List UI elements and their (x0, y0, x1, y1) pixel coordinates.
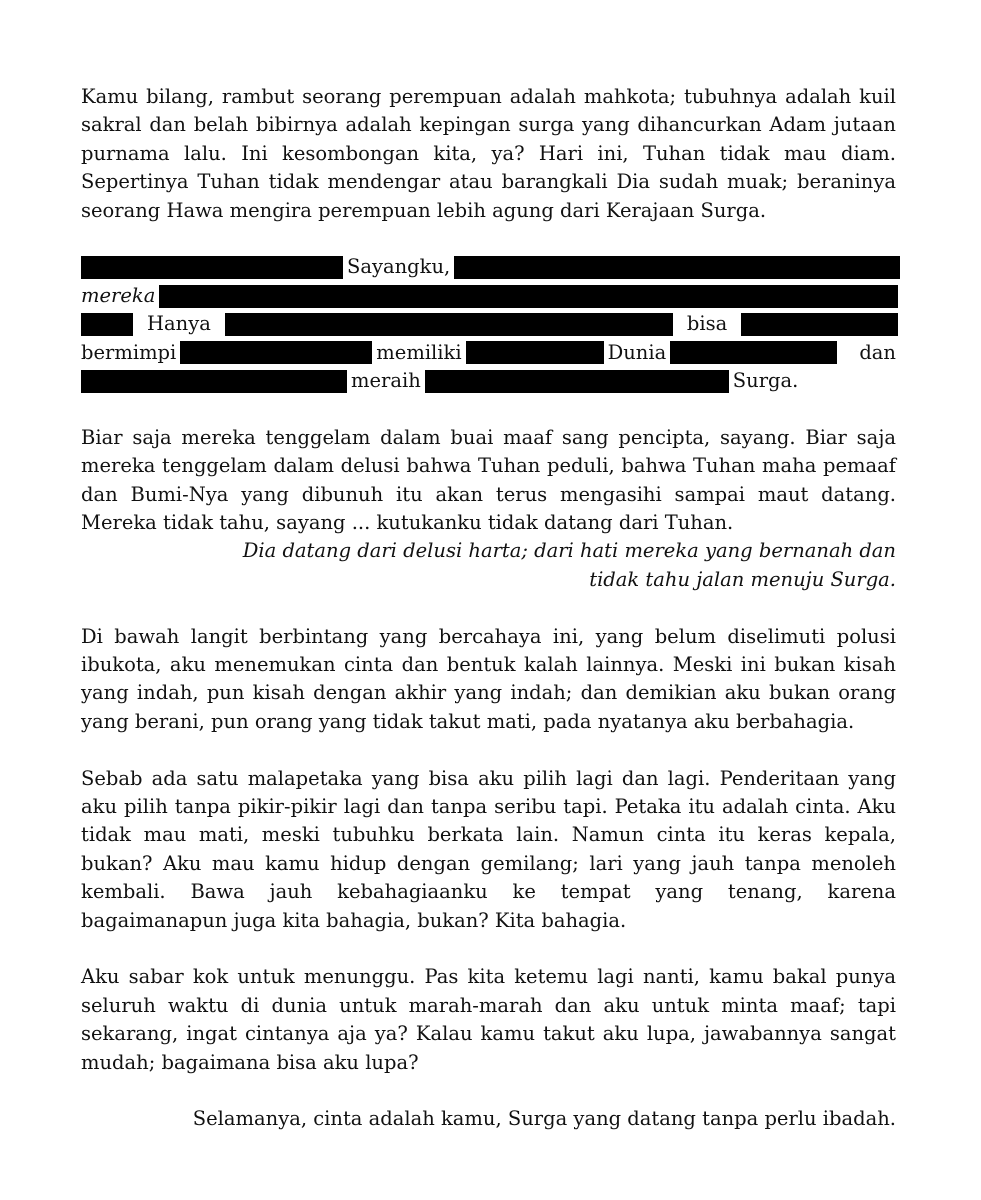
redaction-bar (225, 313, 673, 336)
visible-word: Sayangku, (347, 255, 451, 279)
paragraph-2: Biar saja mereka tenggelam dalam buai maaf sang pencipta, sayang. Biar saja mereka tenggelam dalam delusi bahwa Tuhan peduli, bahwa Tuhan maha pemaaf dan Bumi-Nya yang dibunuh itu akan terus mengasihi sampai maut datang. Mereka tidak tahu, sayang ... kutukanku tidak datang dari Tuhan. (81, 425, 896, 534)
redaction-bar (180, 341, 372, 364)
redaction-bar (81, 370, 347, 393)
redaction-bar (454, 256, 900, 279)
visible-word: bisa (686, 312, 728, 336)
redaction-bar (741, 313, 898, 336)
paragraph-3: Di bawah langit berbintang yang bercahaya ini, yang belum diselimuti polusi ibukota, aku menemukan cinta dan bentuk kalah lainnya. Meski ini bukan kisah yang indah, pun kisah dengan akhir yang indah; dan demikian aku bukan orang yang berani, pun orang yang tidak takut mati, pada nyatanya aku berbahagia. (81, 624, 896, 733)
redaction-bar (159, 285, 898, 308)
redacted-stanza (81, 253, 896, 395)
visible-word: mereka (81, 283, 156, 307)
visible-word: bermimpi (81, 340, 177, 364)
italic-quote: Dia datang dari delusi harta; dari hati mereka yang bernanah dan tidak tahu jalan menuju Surga. (242, 539, 896, 591)
redaction-bar (670, 341, 837, 364)
redacted-line-2 (81, 282, 896, 310)
redacted-line-3 (81, 310, 896, 338)
redacted-line-5 (81, 367, 896, 395)
visible-word: meraih (351, 368, 421, 392)
paragraph-1: Kamu bilang, rambut seorang perempuan adalah mahkota; tubuhnya adalah kuil sakral dan belah bibirnya adalah kepingan surga yang dihancurkan Adam jutaan purnama lalu. Ini kesombongan kita, ya? Hari ini, Tuhan tidak mau diam. Sepertinya Tuhan tidak mendengar atau barangkali Dia sudah muak; beraninya seorang Hawa mengira perempuan lebih agung dari Kerajaan Surga. (81, 85, 896, 222)
redacted-line-1 (81, 253, 896, 281)
visible-word: dan (859, 340, 896, 364)
visible-word: Surga. (732, 368, 799, 392)
redaction-bar (81, 256, 343, 279)
redaction-bar (466, 341, 604, 364)
paragraph-5: Aku sabar kok untuk menunggu. Pas kita ketemu lagi nanti, kamu bakal punya seluruh waktu di dunia untuk marah-marah dan aku untuk minta maaf; tapi sekarang, ingat cintanya aja ya? Kalau kamu takut aku lupa, jawabannya sangat mudah; bagaimana bisa aku lupa? (81, 965, 896, 1074)
redacted-line-4 (81, 339, 896, 367)
visible-word: memiliki (376, 340, 462, 364)
paragraph-4: Sebab ada satu malapetaka yang bisa aku pilih lagi dan lagi. Penderitaan yang aku pilih tanpa pikir-pikir lagi dan tanpa seribu tapi. Petaka itu adalah cinta. Aku tidak mau mati, meski tubuhku berkata lain. Namun cinta itu keras kepala, bukan? Aku mau kamu hidup dengan gemilang; lari yang jauh tanpa menoleh kembali. Bawa jauh kebahagiaanku ke tempat yang tenang, karena bagaimanapun juga kita bahagia, bukan? Kita bahagia. (81, 766, 896, 932)
redaction-bar (81, 313, 133, 336)
document-page (81, 83, 896, 1134)
redaction-bar (425, 370, 729, 393)
visible-word: Hanya (147, 312, 211, 336)
visible-word: Dunia (607, 340, 667, 364)
closing-line: Selamanya, cinta adalah kamu, Surga yang datang tanpa perlu ibadah. (192, 1107, 896, 1131)
